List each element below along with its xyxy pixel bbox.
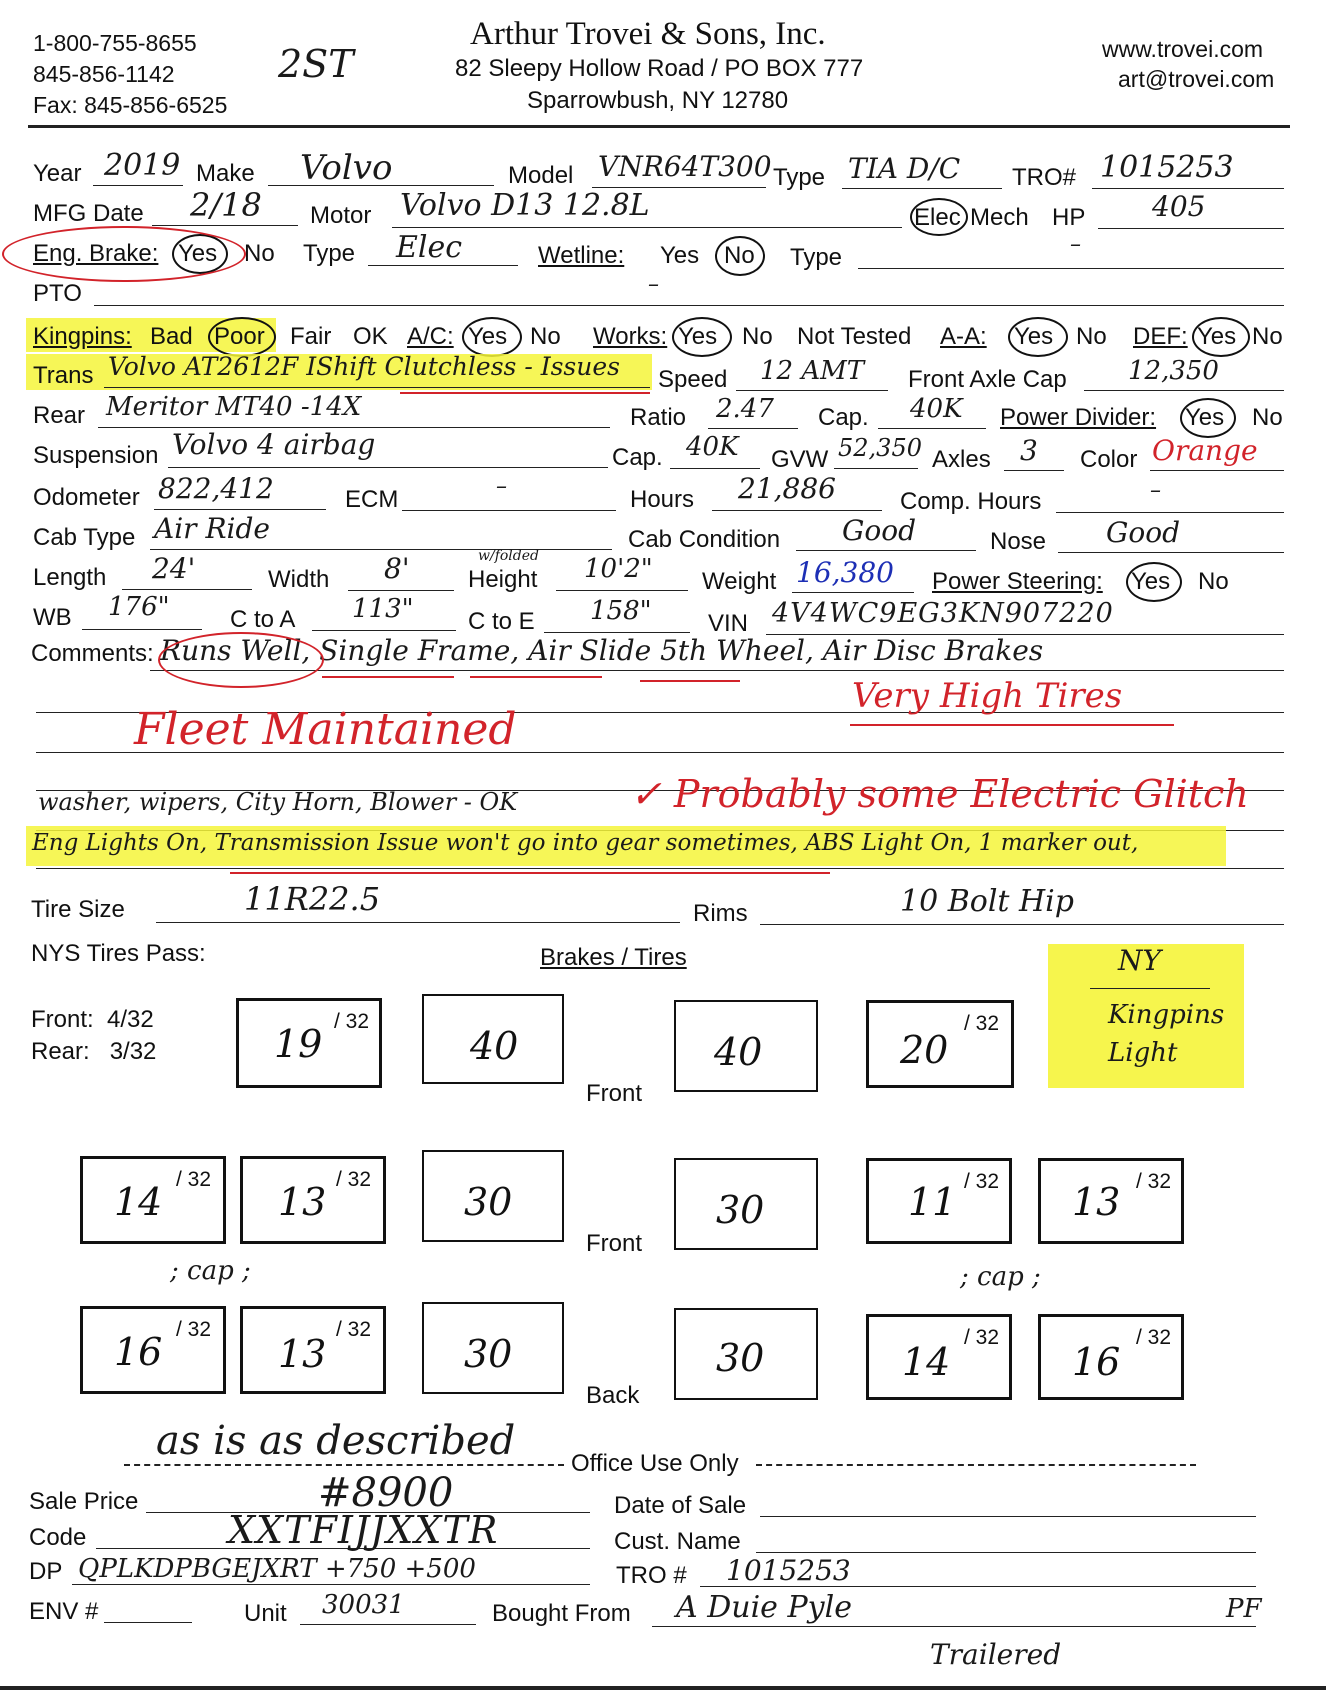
c-to-a-line bbox=[312, 630, 456, 631]
comment-line-4a: washer, wipers, City Horn, Blower - OK bbox=[38, 788, 518, 816]
bought-from-value: A Duie Pyle bbox=[676, 1590, 852, 1625]
ratio-label: Ratio bbox=[630, 404, 687, 431]
year-line bbox=[93, 185, 183, 186]
kingpins-ok: OK bbox=[353, 323, 388, 350]
year-label: Year bbox=[33, 160, 82, 187]
mfg-date-label: MFG Date bbox=[33, 200, 144, 227]
tro-hash-value: 1015253 bbox=[726, 1554, 851, 1587]
cust-name-label: Cust. Name bbox=[614, 1528, 741, 1555]
color-value: Orange bbox=[1152, 434, 1258, 467]
motor-line bbox=[392, 227, 902, 228]
eng-brake-no: No bbox=[244, 240, 275, 267]
length-label: Length bbox=[33, 564, 107, 591]
tire-value-drive1-inner-right: 11 bbox=[908, 1180, 957, 1224]
comment-red-underline-4 bbox=[850, 724, 1174, 726]
type-label: Type bbox=[773, 164, 826, 191]
office-dash-right bbox=[756, 1464, 1196, 1466]
comment-line-5: Eng Lights On, Transmission Issue won't go into gear sometimes, ABS Light On, 1 marker out, bbox=[32, 830, 1139, 856]
unit-label: Unit bbox=[244, 1600, 287, 1627]
gvw-line bbox=[834, 468, 918, 469]
trans-line bbox=[104, 387, 650, 388]
fraction-drive2-inner-left: / 32 bbox=[336, 1318, 372, 1341]
def-yes: Yes bbox=[1197, 323, 1237, 350]
brake-value-drive1-right: 30 bbox=[716, 1188, 765, 1232]
comment-line-3: Fleet Maintained bbox=[134, 704, 517, 755]
cab-type-line bbox=[150, 549, 612, 550]
vin-label: VIN bbox=[708, 610, 749, 637]
front-axle-cap-value: 12,350 bbox=[1128, 356, 1219, 386]
comment-red-underline-5 bbox=[230, 872, 830, 874]
phone-2: 845-856-1142 bbox=[33, 61, 175, 87]
dp-label: DP bbox=[29, 1558, 63, 1585]
rear-value: Meritor MT40 -14X bbox=[106, 392, 362, 422]
rear-label: Rear bbox=[33, 402, 86, 429]
motor-value: Volvo D13 12.8L bbox=[400, 188, 650, 223]
mfg-date-value: 2/18 bbox=[190, 186, 262, 224]
unit-line bbox=[300, 1624, 476, 1625]
hours-line bbox=[712, 510, 882, 511]
wetline-type-line bbox=[858, 268, 1284, 269]
nose-line bbox=[1058, 552, 1284, 553]
comment-line-1: Runs Well, Single Frame, Air Slide 5th Wheel, Air Disc Brakes bbox=[160, 634, 1044, 667]
brake-value-drive2-right: 30 bbox=[716, 1336, 765, 1380]
ecm-line bbox=[402, 510, 616, 511]
susp-cap-value: 40K bbox=[686, 432, 739, 462]
vin-value: 4V4WC9EG3KN907220 bbox=[772, 598, 1114, 629]
runs-well-red-circle bbox=[158, 632, 324, 688]
aa-yes: Yes bbox=[1014, 323, 1054, 350]
axles-value: 3 bbox=[1020, 434, 1038, 467]
aa-label: A-A: bbox=[940, 323, 987, 350]
pto-label: PTO bbox=[33, 280, 82, 307]
power-steering-yes: Yes bbox=[1131, 568, 1171, 595]
length-value: 24' bbox=[152, 552, 196, 585]
sale-price-label: Sale Price bbox=[29, 1488, 139, 1515]
sticky-note-underline bbox=[1090, 988, 1210, 989]
def-label: DEF: bbox=[1133, 323, 1188, 350]
env-line bbox=[104, 1622, 192, 1623]
kingpins-bad: Bad bbox=[150, 323, 193, 350]
comment-line-4b: ✓ Probably some Electric Glitch bbox=[630, 772, 1249, 816]
env-label: ENV # bbox=[29, 1598, 99, 1625]
tire-value-front-left: 19 bbox=[274, 1022, 323, 1066]
gvw-label: GVW bbox=[771, 446, 829, 473]
tire-value-drive2-outer-left: 16 bbox=[114, 1330, 163, 1374]
front-axle-cap-line bbox=[1084, 390, 1284, 391]
tro-label: TRO# bbox=[1012, 164, 1077, 191]
tire-value-front-right: 20 bbox=[900, 1028, 949, 1072]
rims-value: 10 Bolt Hip bbox=[900, 884, 1074, 919]
fraction-front-right: / 32 bbox=[964, 1012, 1000, 1035]
back-axle-label: Back bbox=[586, 1382, 640, 1409]
type-value: TIA D/C bbox=[848, 152, 961, 185]
tire-size-line bbox=[156, 922, 680, 923]
kingpins-poor: Poor bbox=[214, 323, 265, 350]
kingpins-label: Kingpins: bbox=[33, 323, 132, 350]
kingpins-fair: Fair bbox=[290, 323, 332, 350]
fraction-drive1-outer-left: / 32 bbox=[176, 1168, 212, 1191]
c-to-e-value: 158" bbox=[590, 596, 652, 626]
weight-value: 16,380 bbox=[796, 556, 894, 589]
bought-from-label: Bought From bbox=[492, 1600, 631, 1627]
brake-value-drive2-left: 30 bbox=[464, 1332, 513, 1376]
hours-value: 21,886 bbox=[738, 472, 836, 505]
cab-condition-value: Good bbox=[842, 514, 917, 547]
fax-number: Fax: 845-856-6525 bbox=[33, 92, 228, 118]
wetline-type-label: Type bbox=[790, 244, 843, 271]
not-tested: Not Tested bbox=[797, 323, 912, 350]
trans-value: Volvo AT2612F IShift Clutchless - Issues bbox=[108, 352, 620, 381]
eng-brake-type-line bbox=[368, 265, 518, 266]
rims-line bbox=[760, 924, 1284, 925]
hp-label: HP bbox=[1052, 204, 1086, 231]
header-divider bbox=[28, 125, 1290, 128]
dp-line bbox=[72, 1584, 590, 1585]
fraction-drive1-inner-left: / 32 bbox=[336, 1168, 372, 1191]
nose-label: Nose bbox=[990, 528, 1047, 555]
height-line bbox=[556, 590, 688, 591]
fraction-drive2-inner-right: / 32 bbox=[964, 1326, 1000, 1349]
fraction-drive1-inner-right: / 32 bbox=[964, 1170, 1000, 1193]
power-steering-no: No bbox=[1198, 568, 1229, 595]
cab-condition-line bbox=[796, 550, 976, 551]
nys-tires-pass-label: NYS Tires Pass: bbox=[31, 940, 206, 967]
nose-value: Good bbox=[1106, 516, 1181, 549]
rear-cap-label: Cap. bbox=[818, 404, 869, 431]
motor-label: Motor bbox=[310, 202, 372, 229]
tire-size-label: Tire Size bbox=[31, 896, 125, 923]
height-label: Height bbox=[468, 566, 538, 593]
front-spec: Front: 4/32 bbox=[31, 1006, 154, 1033]
color-label: Color bbox=[1080, 446, 1138, 473]
hp-line bbox=[1098, 228, 1284, 229]
model-label: Model bbox=[508, 162, 574, 189]
susp-cap-label: Cap. bbox=[612, 444, 663, 471]
c-to-a-label: C to A bbox=[230, 606, 296, 633]
weight-label: Weight bbox=[702, 568, 777, 595]
tire-size-value: 11R22.5 bbox=[244, 880, 381, 918]
speed-value: 12 AMT bbox=[760, 356, 865, 386]
aa-no: No bbox=[1076, 323, 1107, 350]
axles-label: Axles bbox=[932, 446, 991, 473]
page-bottom-edge bbox=[0, 1686, 1326, 1690]
color-line bbox=[1150, 470, 1284, 471]
rear-cap-value: 40K bbox=[910, 394, 963, 424]
brakes-tires-label: Brakes / Tires bbox=[540, 944, 687, 971]
speed-label: Speed bbox=[658, 366, 728, 393]
address-line-1: 82 Sleepy Hollow Road / PO BOX 777 bbox=[455, 55, 864, 82]
phone-1: 1-800-755-8655 bbox=[33, 30, 197, 56]
ac-label: A/C: bbox=[407, 323, 454, 350]
rear-spec: Rear: 3/32 bbox=[31, 1038, 157, 1065]
ratio-value: 2.47 bbox=[716, 394, 774, 424]
pf-initials: PF bbox=[1226, 1594, 1262, 1624]
fraction-drive2-outer-left: / 32 bbox=[176, 1318, 212, 1341]
comments-line-1 bbox=[150, 670, 1284, 671]
comments-label: Comments: bbox=[31, 640, 154, 667]
office-use-only-label: Office Use Only bbox=[571, 1450, 739, 1477]
power-divider-yes: Yes bbox=[1185, 404, 1225, 431]
trans-red-underline bbox=[400, 392, 650, 394]
front-axle-label-1: Front bbox=[586, 1080, 643, 1107]
trailered-note: Trailered bbox=[930, 1638, 1062, 1671]
mfg-date-line bbox=[152, 225, 298, 226]
width-label: Width bbox=[268, 566, 330, 593]
make-value: Volvo bbox=[300, 148, 393, 188]
mech-label: Mech bbox=[970, 204, 1029, 231]
hours-label: Hours bbox=[630, 486, 695, 513]
odometer-value: 822,412 bbox=[158, 472, 274, 505]
cap-note-left: ; cap ; bbox=[170, 1256, 251, 1286]
sticky-note-line-3: Light bbox=[1108, 1038, 1178, 1068]
ac-yes: Yes bbox=[468, 323, 508, 350]
header-handwritten-note: 2ST bbox=[278, 42, 354, 86]
eng-brake-label: Eng. Brake: bbox=[33, 240, 159, 267]
wetline-label: Wetline: bbox=[538, 242, 625, 269]
dp-value: QPLKDPBGEJXRT +750 +500 bbox=[78, 1554, 476, 1584]
ratio-line bbox=[708, 428, 798, 429]
email: art@trovei.com bbox=[1118, 66, 1275, 92]
c-to-e-label: C to E bbox=[468, 608, 535, 635]
tire-value-drive1-outer-right: 13 bbox=[1072, 1180, 1121, 1224]
suspension-value: Volvo 4 airbag bbox=[172, 428, 376, 461]
works-no: No bbox=[742, 323, 773, 350]
power-divider-label: Power Divider: bbox=[1000, 404, 1157, 431]
wetline-type-value: – bbox=[1070, 232, 1081, 257]
ac-no: No bbox=[530, 323, 561, 350]
company-name: Arthur Trovei & Sons, Inc. bbox=[470, 16, 826, 52]
wetline-no: No bbox=[724, 242, 755, 269]
ecm-value: – bbox=[496, 474, 507, 499]
power-divider-no: No bbox=[1252, 404, 1283, 431]
hp-value: 405 bbox=[1152, 190, 1206, 223]
ecm-label: ECM bbox=[345, 486, 399, 513]
code-label: Code bbox=[29, 1524, 87, 1551]
gvw-value: 52,350 bbox=[838, 434, 922, 462]
unit-value: 30031 bbox=[322, 1590, 405, 1620]
comp-hours-value: – bbox=[1150, 478, 1161, 503]
cab-type-label: Cab Type bbox=[33, 524, 136, 551]
cab-type-value: Air Ride bbox=[154, 512, 270, 545]
tro-hash-label: TRO # bbox=[616, 1562, 687, 1589]
def-no: No bbox=[1252, 323, 1283, 350]
width-value: 8' bbox=[384, 552, 410, 585]
height-note: w/folded bbox=[478, 548, 539, 564]
odometer-line bbox=[154, 509, 326, 510]
date-of-sale-line bbox=[760, 1516, 1256, 1517]
wb-value: 176" bbox=[108, 592, 170, 622]
length-line bbox=[122, 589, 252, 590]
front-axle-cap-label: Front Axle Cap bbox=[908, 366, 1067, 393]
fraction-drive1-outer-right: / 32 bbox=[1136, 1170, 1172, 1193]
wb-line bbox=[82, 629, 202, 630]
suspension-label: Suspension bbox=[33, 442, 159, 469]
comment-red-underline-1 bbox=[322, 676, 454, 678]
cab-condition-label: Cab Condition bbox=[628, 526, 781, 553]
cap-note-right: ; cap ; bbox=[960, 1262, 1041, 1292]
brake-value-front-right: 40 bbox=[714, 1030, 763, 1074]
comment-red-underline-3 bbox=[640, 680, 740, 682]
weight-line bbox=[792, 592, 914, 593]
pto-line bbox=[94, 305, 1284, 306]
brake-value-front-left: 40 bbox=[470, 1024, 519, 1068]
front-axle-label-2: Front bbox=[586, 1230, 643, 1257]
c-to-a-value: 113" bbox=[352, 594, 414, 624]
address-line-2: Sparrowbush, NY 12780 bbox=[527, 87, 789, 114]
wetline-yes: Yes bbox=[660, 242, 700, 269]
eng-brake-type-label: Type bbox=[303, 240, 356, 267]
bought-from-line bbox=[652, 1626, 1256, 1627]
speed-line bbox=[736, 390, 888, 391]
wb-label: WB bbox=[33, 604, 72, 631]
tire-value-drive2-inner-left: 13 bbox=[278, 1332, 327, 1376]
suspension-line bbox=[168, 467, 608, 468]
comp-hours-label: Comp. Hours bbox=[900, 488, 1042, 515]
fraction-drive2-outer-right: / 32 bbox=[1136, 1326, 1172, 1349]
tro-line bbox=[1092, 188, 1284, 189]
tire-value-drive1-inner-left: 13 bbox=[278, 1180, 327, 1224]
comments-line-6 bbox=[36, 868, 1284, 869]
trans-label: Trans bbox=[33, 362, 94, 389]
rear-cap-line bbox=[878, 428, 986, 429]
website: www.trovei.com bbox=[1102, 36, 1264, 62]
works-yes: Yes bbox=[678, 323, 718, 350]
make-label: Make bbox=[196, 160, 255, 187]
comp-hours-line bbox=[1056, 512, 1284, 513]
tire-value-drive2-outer-right: 16 bbox=[1072, 1340, 1121, 1384]
fraction-front-left: / 32 bbox=[334, 1010, 370, 1033]
rims-label: Rims bbox=[693, 900, 748, 927]
office-dash-left bbox=[124, 1464, 564, 1466]
comment-red-underline-2 bbox=[470, 676, 602, 678]
as-is-note: as is as described bbox=[156, 1418, 516, 1464]
c-to-e-line bbox=[544, 632, 690, 633]
type-line bbox=[842, 188, 1002, 189]
axles-line bbox=[1004, 470, 1064, 471]
power-steering-label: Power Steering: bbox=[932, 568, 1103, 595]
year-value: 2019 bbox=[104, 148, 181, 183]
cust-name-line bbox=[756, 1552, 1256, 1553]
tro-value: 1015253 bbox=[1100, 150, 1234, 185]
sticky-note-line-2: Kingpins bbox=[1108, 1000, 1225, 1030]
code-value: XXTFIJJXXTR bbox=[228, 1508, 499, 1552]
eng-brake-red-circle bbox=[2, 226, 246, 282]
width-line bbox=[348, 590, 454, 591]
elec-label: Elec bbox=[914, 204, 961, 231]
comment-line-2: Very High Tires bbox=[852, 676, 1123, 716]
sale-price-value: #8900 bbox=[318, 1470, 454, 1516]
model-value: VNR64T300 bbox=[598, 150, 772, 183]
sticky-note-line-1: NY bbox=[1118, 944, 1161, 977]
tire-value-drive1-outer-left: 14 bbox=[114, 1180, 163, 1224]
height-value: 10'2" bbox=[584, 554, 653, 584]
odometer-label: Odometer bbox=[33, 484, 140, 511]
works-label: Works: bbox=[593, 323, 668, 350]
susp-cap-line bbox=[670, 468, 760, 469]
eng-brake-yes: Yes bbox=[178, 240, 218, 267]
pto-mark: – bbox=[648, 272, 659, 297]
tire-value-drive2-inner-right: 14 bbox=[902, 1340, 951, 1384]
brake-value-drive1-left: 30 bbox=[464, 1180, 513, 1224]
eng-brake-type-value: Elec bbox=[396, 230, 463, 265]
date-of-sale-label: Date of Sale bbox=[614, 1492, 747, 1519]
